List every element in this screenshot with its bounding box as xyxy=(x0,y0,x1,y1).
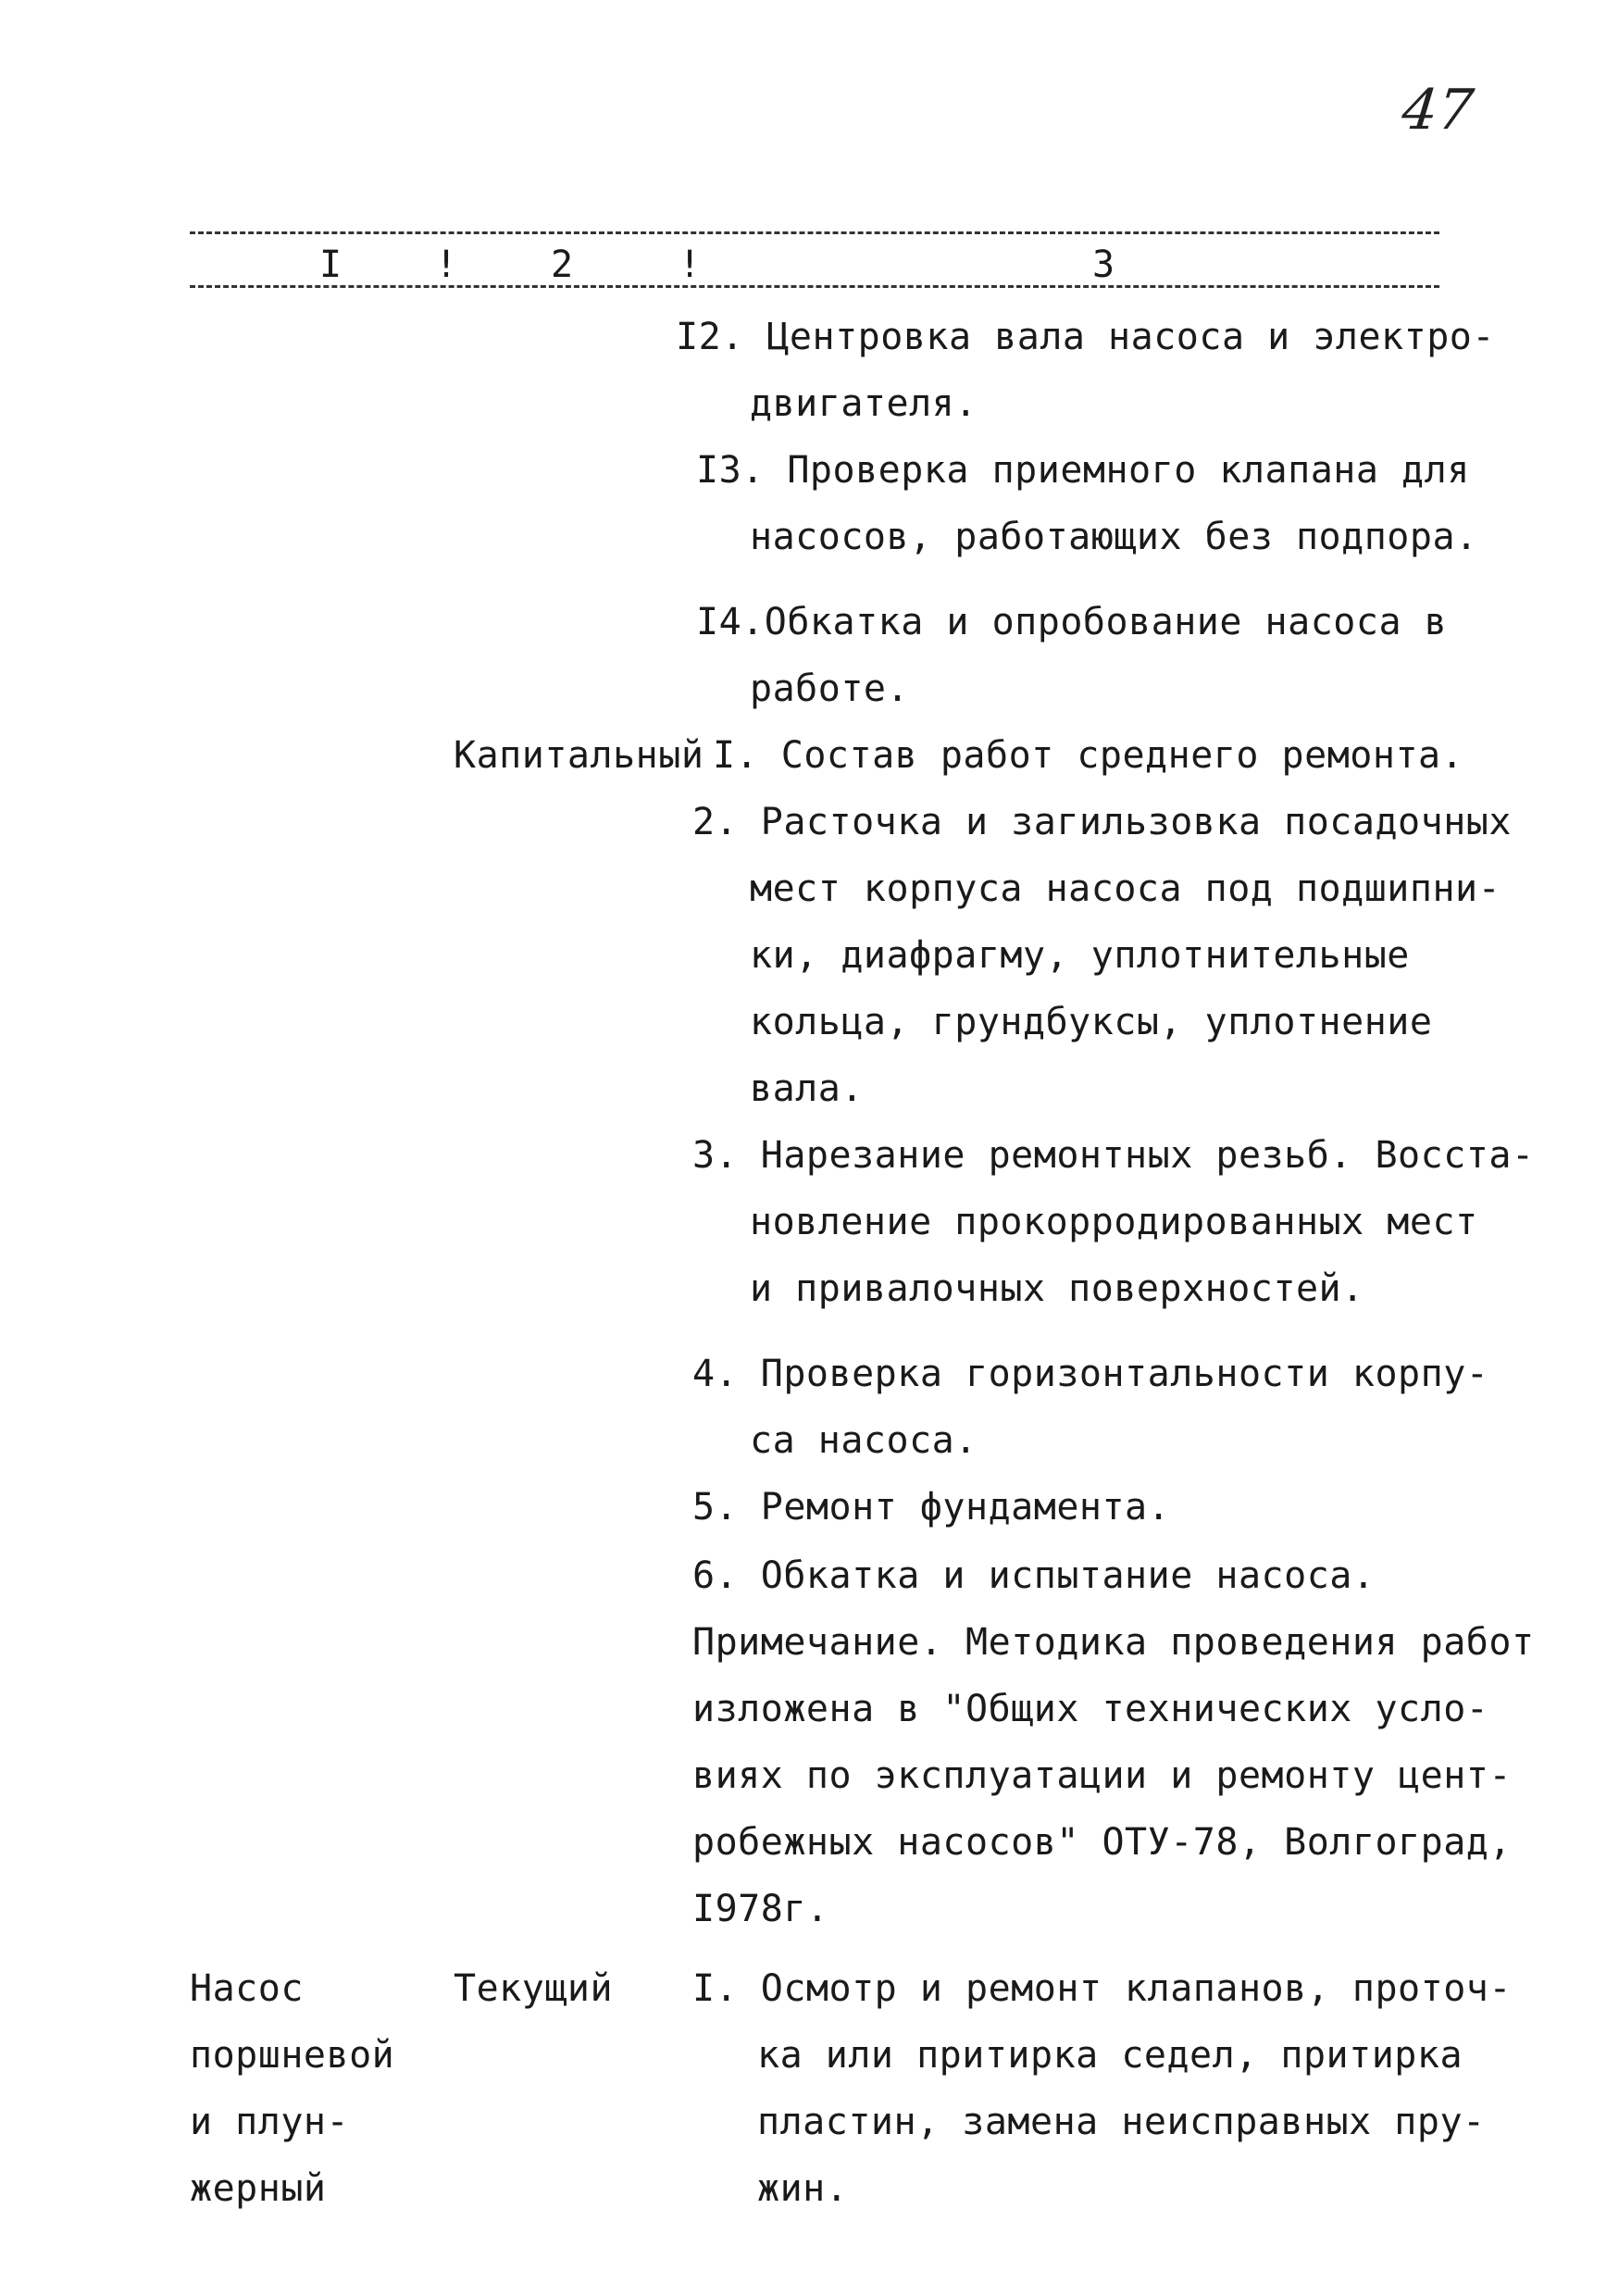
list-item: I3. Проверка приемного клапана для xyxy=(696,449,1470,492)
note-line: робежных насосов" ОТУ-78, Волгоград, xyxy=(692,1821,1512,1864)
list-item: 2. Расточка и загильзовка посадочных xyxy=(692,801,1512,843)
list-item: 6. Обкатка и испытание насоса. xyxy=(692,1554,1376,1597)
note-line: изложена в "Общих технических усло- xyxy=(692,1688,1489,1730)
list-item: I2. Центровка вала насоса и электро- xyxy=(676,316,1495,358)
note-line: виях по эксплуатации и ремонту цент- xyxy=(692,1754,1512,1797)
list-item: мест корпуса насоса под подшипни- xyxy=(750,867,1501,910)
equipment-name: Насос xyxy=(190,1967,304,2010)
table-header-sep1: ! xyxy=(435,243,458,286)
header-rule-bottom xyxy=(190,285,1439,288)
list-item: вала. xyxy=(750,1067,864,1110)
list-item: ка или притирка седел, притирка xyxy=(757,2034,1463,2077)
list-item: новление прокорродированных мест xyxy=(750,1201,1478,1243)
list-item: и привалочных поверхностей. xyxy=(750,1267,1364,1310)
list-item: са насоса. xyxy=(750,1419,978,1462)
list-item: I. Состав работ среднего ремонта. xyxy=(713,734,1464,777)
page-number: 47 xyxy=(1399,78,1477,143)
list-item: ки, диафрагму, уплотнительные xyxy=(750,934,1410,977)
table-header-col1: I xyxy=(319,243,342,286)
list-item: кольца, грундбуксы, уплотнение xyxy=(750,1001,1433,1043)
header-rule-top xyxy=(190,231,1439,234)
list-item: 4. Проверка горизонтальности корпу- xyxy=(692,1353,1489,1395)
list-item: 5. Ремонт фундамента. xyxy=(692,1486,1171,1529)
repair-type-current: Текущий xyxy=(454,1967,614,2010)
list-item: I4.Обкатка и опробование насоса в xyxy=(696,601,1448,643)
repair-type-capital: Капитальный xyxy=(454,734,704,777)
list-item: двигателя. xyxy=(750,382,978,425)
table-header-col3: 3 xyxy=(1092,243,1115,286)
list-item: работе. xyxy=(750,668,910,710)
equipment-name: и плун- xyxy=(190,2101,350,2143)
equipment-name: жерный xyxy=(190,2167,327,2210)
list-item: жин. xyxy=(757,2167,849,2210)
equipment-name: поршневой xyxy=(190,2034,395,2077)
list-item: насосов, работающих без подпора. xyxy=(750,516,1478,558)
table-header-col2: 2 xyxy=(551,243,574,286)
note-line: I978г. xyxy=(692,1888,829,1930)
list-item: I. Осмотр и ремонт клапанов, проточ- xyxy=(692,1967,1512,2010)
table-header-sep2: ! xyxy=(679,243,702,286)
list-item: 3. Нарезание ремонтных резьб. Восста- xyxy=(692,1134,1535,1177)
list-item: пластин, замена неисправных пру- xyxy=(757,2101,1486,2143)
note-line: Примечание. Методика проведения работ xyxy=(692,1621,1535,1664)
